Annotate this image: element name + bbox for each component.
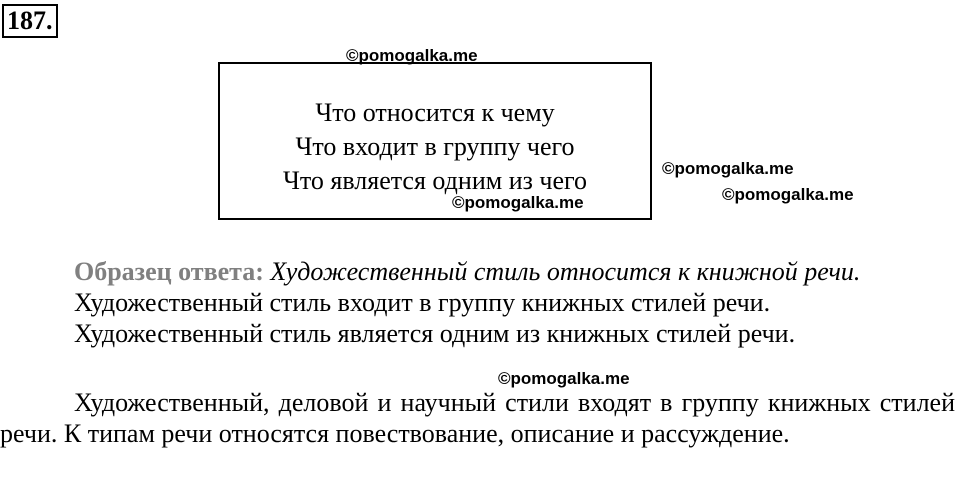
watermark: ©pomogalka.me <box>346 46 478 65</box>
sample-answer <box>0 256 955 349</box>
watermark: ©pomogalka.me <box>498 369 630 388</box>
frame-lines <box>220 96 650 198</box>
watermark: ©pomogalka.me <box>662 159 794 178</box>
watermark: ©pomogalka.me <box>452 193 584 212</box>
answer-line: Художественный стиль является одним из книжных стилей речи. <box>74 319 796 348</box>
answer-line <box>0 256 955 287</box>
task-frame <box>218 62 652 220</box>
paragraph: Художественный, деловой и научный стили входят в группу книжных стилей речи. К типам речи относятся повествование, описание и рассуждение. <box>0 388 955 448</box>
frame-line: Что является одним из чего <box>282 166 588 195</box>
frame-line: Что входит в группу чего <box>295 132 575 161</box>
answer-lead: Образец ответа: <box>74 257 264 286</box>
watermark: ©pomogalka.me <box>722 185 854 204</box>
exercise-number: 187. <box>2 4 58 38</box>
frame-line: Что относится к чему <box>315 98 555 127</box>
answer-first-sentence: Художественный стиль относится к книжной речи. <box>270 257 861 286</box>
answer-line: Художественный стиль входит в группу книжных стилей речи. <box>74 288 771 317</box>
